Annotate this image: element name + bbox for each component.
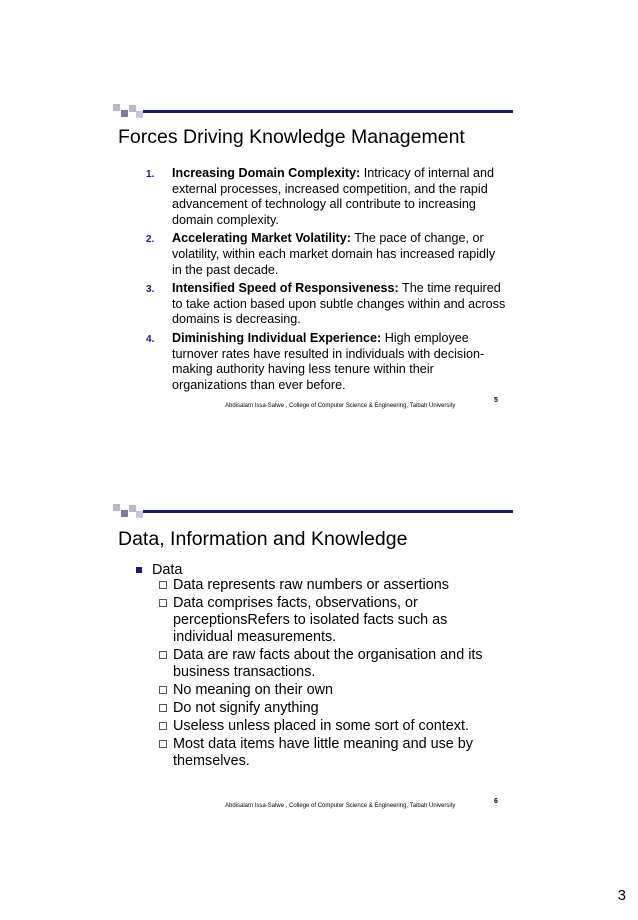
item-number: 3. [146, 284, 155, 296]
box-bullet-icon [159, 599, 167, 607]
item-heading: Accelerating Market Volatility: [172, 231, 351, 246]
numbered-list [146, 166, 506, 396]
slide-title: Data, Information and Knowledge [118, 528, 408, 550]
slide-title: Forces Driving Knowledge Management [118, 126, 465, 148]
box-bullet-icon [159, 704, 167, 712]
item-text: The time required to take action based upon subtle changes within and across domains is decreasing. [172, 281, 506, 327]
item-text: High employee turnover rates have resulted in individuals with decision-making authority having less tenure within their organizations than ever before. [172, 330, 485, 392]
sub-item-text: Data are raw facts about the organisation and its business transactions. [173, 647, 483, 680]
item-number: 2. [146, 234, 155, 246]
item-heading: Increasing Domain Complexity: [172, 166, 361, 180]
sub-bullet-list [158, 577, 503, 771]
box-bullet-icon [159, 581, 167, 589]
box-bullet-icon [159, 740, 167, 748]
list-item [158, 736, 503, 770]
list-item [158, 682, 503, 699]
sheet-page-number: 3 [617, 887, 626, 904]
sub-item-text: No meaning on their own [173, 682, 333, 698]
slide-footer: Abdisalam Issa-Salwe , College of Computer Science & Engineering, Taibah University [225, 403, 456, 409]
list-item [146, 231, 506, 278]
title-decoration [113, 504, 513, 520]
slide-page-number: 6 [494, 798, 498, 805]
box-bullet-icon [159, 686, 167, 694]
item-text: The pace of change, or volatility, within each market domain has increased rapidly in the past decade. [172, 231, 496, 277]
item-number: 1. [146, 169, 155, 180]
list-item [158, 700, 503, 717]
sub-item-text: Data represents raw numbers or assertions [173, 577, 449, 593]
slide-2 [0, 460, 638, 860]
bullet-text: Data [152, 562, 183, 578]
item-text: Intricacy of internal and external processes, increased competition, and the rapid advancement of technology all contribute to increasing domain complexity. [172, 166, 494, 227]
square-bullet-icon [136, 567, 142, 573]
list-item [146, 166, 506, 228]
list-item [158, 595, 503, 646]
sub-item-text: Most data items have little meaning and use by themselves. [173, 736, 473, 769]
sub-item-text: Do not signify anything [173, 700, 319, 716]
list-item [158, 718, 503, 735]
item-heading: Intensified Speed of Responsiveness: [172, 281, 399, 296]
slide-page-number: 5 [494, 397, 498, 404]
item-number: 4. [146, 333, 155, 345]
sub-item-text: Data comprises facts, observations, or perceptionsRefers to isolated facts such as individual measurements. [173, 595, 448, 645]
list-item [158, 577, 503, 594]
list-item [146, 331, 506, 393]
slide-footer: Abdisalam Issa-Salwe , College of Computer Science & Engineering, Taibah University [225, 803, 456, 809]
list-item [146, 281, 506, 328]
list-item [158, 647, 503, 681]
box-bullet-icon [159, 722, 167, 730]
sub-item-text: Useless unless placed in some sort of context. [173, 718, 469, 734]
title-decoration [113, 104, 513, 120]
item-heading: Diminishing Individual Experience: [172, 330, 382, 345]
box-bullet-icon [159, 651, 167, 659]
